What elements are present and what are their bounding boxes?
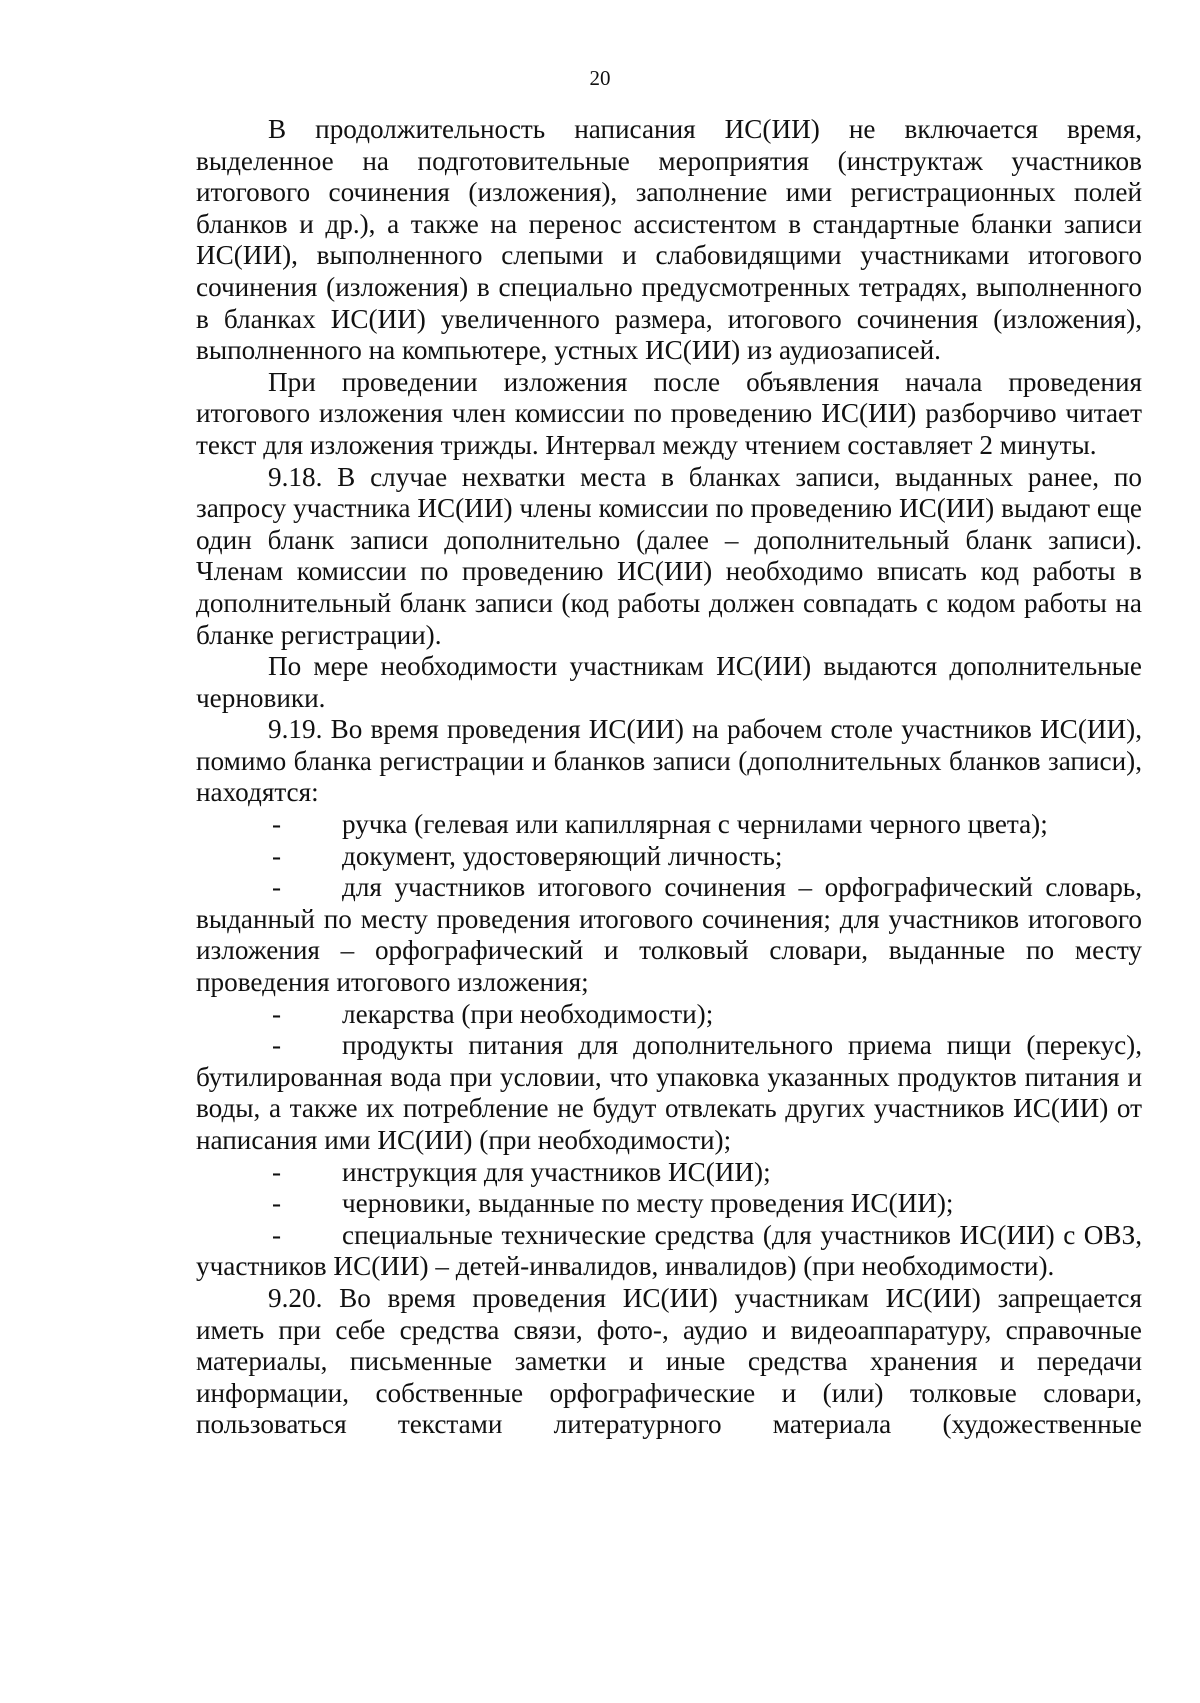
list-item — [196, 999, 1142, 1031]
list-bullet: - — [272, 840, 282, 871]
list-item-text: документ, удостоверяющий личность; — [342, 840, 783, 871]
page-number: 20 — [589, 66, 611, 90]
paragraph-duration: В продолжительность написания ИС(ИИ) не включается время, выделенное на подготовительные мероприятия (инструктаж участников итогового сочинения (изложения), заполнение ими регистрационных полей бланков и др.), а также на перенос ассистентом в стандартные бланки записи ИС(ИИ), выполненного слепыми и слабовидящими участниками итогового сочинения (изложения) в специально предусмотренных тетрадях, выполненного в бланках ИС(ИИ) увеличенного размера, итогового сочинения (изложения), выполненного на компьютере, устных ИС(ИИ) из аудиозаписей. — [196, 114, 1142, 366]
list-item — [196, 1030, 1142, 1156]
list-bullet: - — [272, 1156, 282, 1187]
list-item — [196, 872, 1142, 998]
list-item-text: лекарства (при необходимости); — [342, 998, 714, 1029]
list-item-text: черновики, выданные по месту проведения ИС(ИИ); — [342, 1188, 954, 1219]
list-bullet: - — [272, 872, 282, 903]
list-item-text: специальные технические средства (для участников ИС(ИИ) с ОВЗ, участников ИС(ИИ) – детей-инвалидов, инвалидов) (при необходимости). — [196, 1219, 1142, 1282]
list-item — [196, 1188, 1142, 1220]
list-item-text: для участников итогового сочинения – орфографический словарь, выданный по месту проведения итогового сочинения; для участников итогового изложения – орфографический и толковый словари, выданные по месту проведения итогового изложения; — [196, 872, 1142, 998]
paragraph-9-20: 9.20. Во время проведения ИС(ИИ) участникам ИС(ИИ) запрещается иметь при себе средства связи, фото-, аудио и видеоаппаратуру, справочные материалы, письменные заметки и иные средства хранения и передачи информации, собственные орфографические и (или) толковые словари, пользоваться текстами литературного материала (художественные — [196, 1282, 1142, 1440]
list-item-text: ручка (гелевая или капиллярная с чернилами черного цвета); — [342, 809, 1048, 840]
list-bullet: - — [272, 998, 282, 1029]
paragraph-9-19: 9.19. Во время проведения ИС(ИИ) на рабочем столе участников ИС(ИИ), помимо бланка регистрации и бланков записи (дополнительных бланков записи), находятся: — [196, 714, 1142, 808]
list-bullet: - — [272, 1030, 282, 1061]
list-bullet: - — [272, 809, 282, 840]
list-item-text: инструкция для участников ИС(ИИ); — [342, 1156, 771, 1187]
list-item — [196, 841, 1142, 873]
paragraph-drafts: По мере необходимости участникам ИС(ИИ) выдаются дополнительные черновики. — [196, 651, 1142, 713]
paragraph-dictation: При проведении изложения после объявления начала проведения итогового изложения член комиссии по проведению ИС(ИИ) разборчиво читает текст для изложения трижды. Интервал между чтением составляет 2 минуты. — [196, 366, 1142, 460]
list-item-text: продукты питания для дополнительного приема пищи (перекус), бутилированная вода при условии, что упаковка указанных продуктов питания и воды, а также их потребление не будут отвлекать других участников ИС(ИИ) от написания ими ИС(ИИ) (при необходимости); — [196, 1030, 1142, 1155]
list-bullet: - — [272, 1219, 282, 1250]
list-item — [196, 809, 1142, 841]
paragraph-9-18: 9.18. В случае нехватки места в бланках записи, выданных ранее, по запросу участника ИС(ИИ) члены комиссии по проведению ИС(ИИ) выдают еще один бланк записи дополнительно (далее – дополнительный бланк записи). Членам комиссии по проведению ИС(ИИ) необходимо вписать код работы в дополнительный бланк записи (код работы должен совпадать с кодом работы на бланке регистрации). — [196, 461, 1142, 650]
list-item — [196, 1220, 1142, 1283]
allowed-items-list — [196, 809, 1142, 1283]
document-body — [196, 114, 1142, 1441]
list-bullet: - — [272, 1188, 282, 1219]
list-item — [196, 1157, 1142, 1189]
